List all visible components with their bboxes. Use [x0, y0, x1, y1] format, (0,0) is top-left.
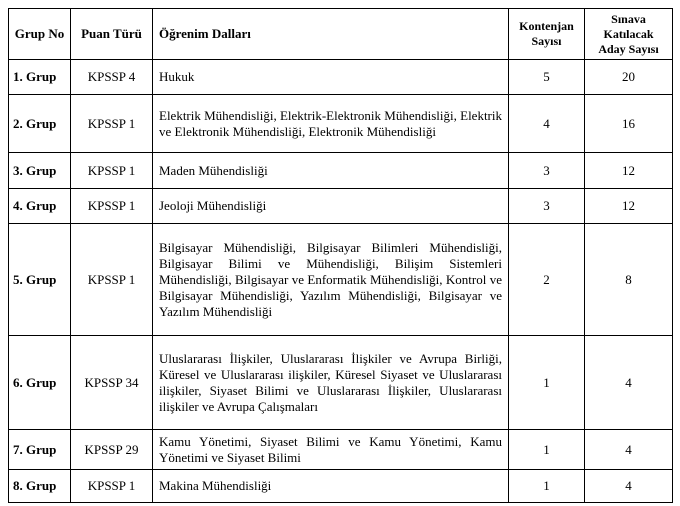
- table-row: [9, 336, 673, 430]
- kontenjan-cell: 3: [509, 189, 585, 224]
- header-puan-turu: Puan Türü: [71, 9, 153, 60]
- puan-cell: KPSSP 1: [71, 189, 153, 224]
- grup-cell: 5. Grup: [9, 224, 71, 336]
- table-row: [9, 430, 673, 470]
- dal-cell: Makina Mühendisliği: [153, 470, 509, 503]
- kontenjan-cell: 4: [509, 95, 585, 153]
- kontenjan-cell: 1: [509, 336, 585, 430]
- dal-cell: Bilgisayar Mühendisliği, Bilgisayar Bilimleri Mühendisliği, Bilgisayar Bilimi ve Mühendisliği, Bilişim Sistemleri Mühendisliği, Bilgisayar ve Enformatik Mühendisliği, Kontrol ve Bilgisayar Mühendisliği, Yazılım Mühendisliği, Bilgisayar ve Yazılım Mühendisliği: [153, 224, 509, 336]
- table-row: [9, 95, 673, 153]
- kontenjan-cell: 1: [509, 470, 585, 503]
- aday-cell: 20: [585, 60, 673, 95]
- kontenjan-table: [8, 8, 673, 503]
- table-row: [9, 189, 673, 224]
- dal-cell: Maden Mühendisliği: [153, 153, 509, 189]
- grup-cell: 7. Grup: [9, 430, 71, 470]
- puan-cell: KPSSP 1: [71, 95, 153, 153]
- kontenjan-cell: 2: [509, 224, 585, 336]
- table-row: [9, 470, 673, 503]
- grup-cell: 8. Grup: [9, 470, 71, 503]
- dal-cell: Uluslararası İlişkiler, Uluslararası İlişkiler ve Avrupa Birliği, Küresel ve Uluslararası ilişkiler, Küresel Siyaset ve Uluslararası ilişkiler, Siyaset Bilimi ve Uluslararası İlişkiler, Uluslararası ilişkiler ve Avrupa Çalışmaları: [153, 336, 509, 430]
- header-row: [9, 9, 673, 60]
- header-grup-no: Grup No: [9, 9, 71, 60]
- aday-cell: 4: [585, 430, 673, 470]
- puan-cell: KPSSP 1: [71, 153, 153, 189]
- dal-cell: Jeoloji Mühendisliği: [153, 189, 509, 224]
- puan-cell: KPSSP 1: [71, 224, 153, 336]
- puan-cell: KPSSP 4: [71, 60, 153, 95]
- header-kontenjan: Kontenjan Sayısı: [509, 9, 585, 60]
- dal-cell: Kamu Yönetimi, Siyaset Bilimi ve Kamu Yönetimi, Kamu Yönetimi ve Siyaset Bilimi: [153, 430, 509, 470]
- grup-cell: 3. Grup: [9, 153, 71, 189]
- aday-cell: 4: [585, 336, 673, 430]
- table-row: [9, 153, 673, 189]
- header-aday-sayisi: Sınava Katılacak Aday Sayısı: [585, 9, 673, 60]
- dal-cell: Elektrik Mühendisliği, Elektrik-Elektronik Mühendisliği, Elektrik ve Elektronik Mühendisliği, Elektronik Mühendisliği: [153, 95, 509, 153]
- dal-cell: Hukuk: [153, 60, 509, 95]
- aday-cell: 12: [585, 189, 673, 224]
- puan-cell: KPSSP 34: [71, 336, 153, 430]
- kontenjan-cell: 5: [509, 60, 585, 95]
- grup-cell: 2. Grup: [9, 95, 71, 153]
- grup-cell: 6. Grup: [9, 336, 71, 430]
- header-ogrenim-dallari: Öğrenim Dalları: [153, 9, 509, 60]
- table-row: [9, 60, 673, 95]
- aday-cell: 8: [585, 224, 673, 336]
- kontenjan-cell: 1: [509, 430, 585, 470]
- kontenjan-cell: 3: [509, 153, 585, 189]
- table-row: [9, 224, 673, 336]
- puan-cell: KPSSP 1: [71, 470, 153, 503]
- grup-cell: 4. Grup: [9, 189, 71, 224]
- puan-cell: KPSSP 29: [71, 430, 153, 470]
- aday-cell: 4: [585, 470, 673, 503]
- aday-cell: 16: [585, 95, 673, 153]
- grup-cell: 1. Grup: [9, 60, 71, 95]
- aday-cell: 12: [585, 153, 673, 189]
